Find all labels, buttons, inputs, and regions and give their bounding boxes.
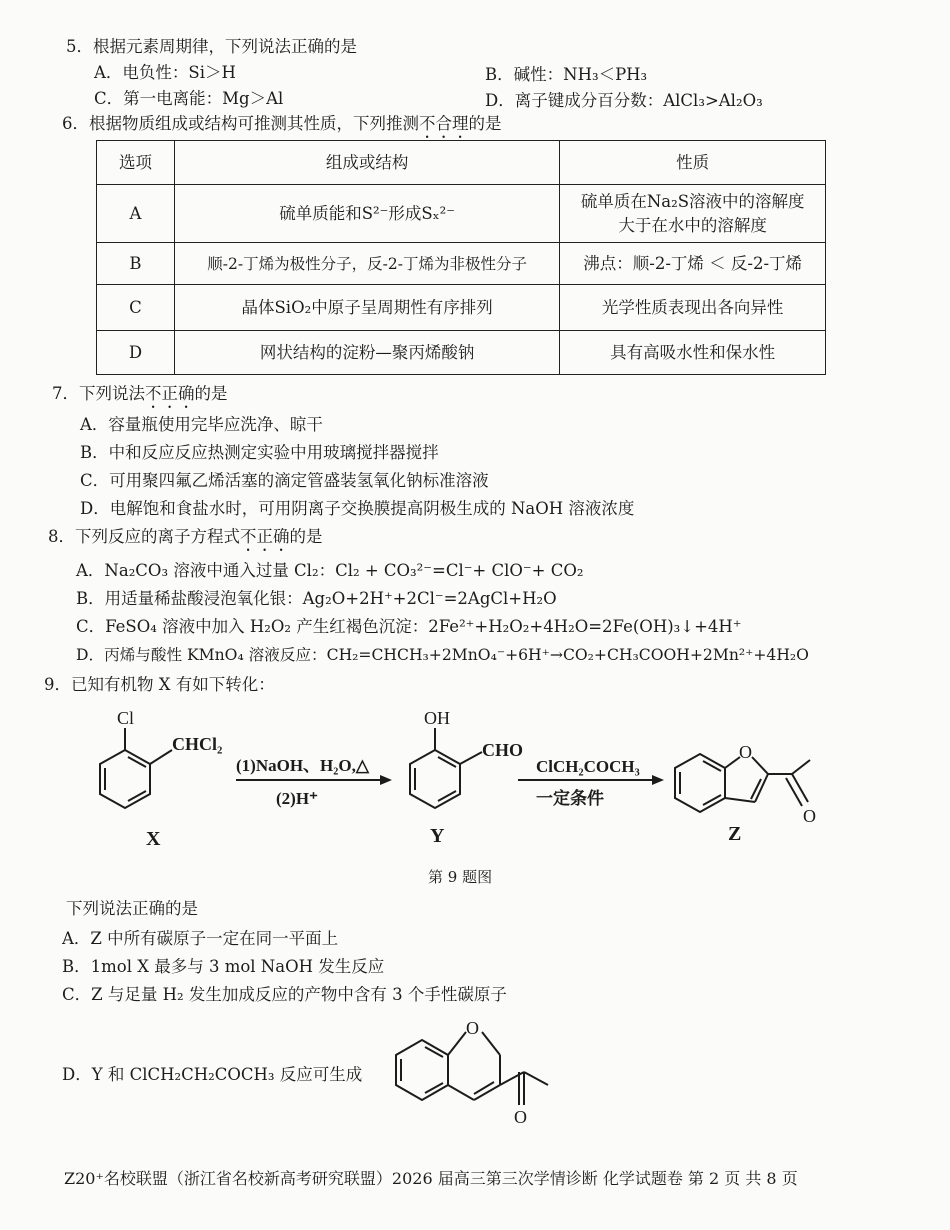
table-cell-structure: 网状结构的淀粉—聚丙烯酸钠	[174, 331, 559, 375]
q5-option-a: A．电负性：Si＞H	[94, 63, 236, 82]
compound-y-cho: CHO	[482, 740, 524, 760]
q9-option-d: D．Y 和 ClCH₂CH₂COCH₃ 反应可生成	[62, 1065, 363, 1084]
arrow-1-conditions-top: (1)NaOH、H₂O,△	[236, 756, 369, 775]
compound-z-ring-o: O	[739, 742, 752, 762]
q7-stem-pre: 7．下列说法	[52, 384, 145, 403]
q6-stem	[62, 113, 502, 142]
q9-option-a: A．Z 中所有碳原子一定在同一平面上	[62, 929, 339, 948]
option-d-carbonyl-o: O	[514, 1107, 527, 1127]
q6-stem-emphasis: 不合理	[419, 114, 469, 133]
table-cell-property: 具有高吸水性和保水性	[560, 331, 826, 375]
compound-x-cl: Cl	[117, 708, 135, 728]
reaction-arrow-1-head	[380, 775, 392, 785]
table-header: 选项	[97, 141, 175, 185]
compound-x-chcl2: CHCl₂	[172, 734, 223, 754]
q7-stem-post: 的是	[194, 384, 228, 403]
table-header: 组成或结构	[174, 141, 559, 185]
compound-y-oh: OH	[424, 708, 450, 728]
q7-option-a: A．容量瓶使用完毕应洗净、晾干	[80, 415, 323, 434]
q8-stem-pre: 8．下列反应的离子方程式	[48, 527, 240, 546]
option-d-ring-o: O	[466, 1018, 479, 1038]
table-cell-structure: 晶体SiO₂中原子呈周期性有序排列	[174, 285, 559, 331]
q6-table	[96, 140, 826, 375]
q7-stem	[52, 383, 228, 412]
table-row	[97, 243, 826, 285]
arrow-2-reagent: ClCH₂COCH₃	[536, 757, 640, 776]
table-cell-option: A	[97, 185, 175, 243]
q8-stem	[48, 526, 323, 555]
compound-y-label: Y	[430, 825, 445, 847]
table-cell-option: C	[97, 285, 175, 331]
table-cell-option: B	[97, 243, 175, 285]
q9-stem: 9．已知有机物 X 有如下转化：	[44, 675, 275, 694]
q9-option-c: C．Z 与足量 H₂ 发生加成反应的产物中含有 3 个手性碳原子	[62, 985, 507, 1004]
q8-option-b: B．用适量稀盐酸浸泡氧化银：Ag₂O+2H⁺+2Cl⁻=2AgCl+H₂O	[76, 589, 557, 608]
table-cell-property: 沸点：顺-2-丁烯 ＜ 反-2-丁烯	[560, 243, 826, 285]
reaction-arrow-2-head	[652, 775, 664, 785]
table-cell-property: 硫单质在Na₂S溶液中的溶解度大于在水中的溶解度	[560, 185, 826, 243]
q8-stem-emphasis: 不正确	[240, 527, 290, 546]
q7-option-c: C．可用聚四氟乙烯活塞的滴定管盛装氢氧化钠标准溶液	[80, 471, 489, 490]
q9-figure-caption: 第 9 题图	[428, 868, 493, 886]
q5-stem: 5．根据元素周期律，下列说法正确的是	[66, 37, 357, 56]
table-row	[97, 331, 826, 375]
compound-z-label: Z	[728, 823, 742, 845]
compound-x-label: X	[146, 828, 161, 850]
compound-y-structure	[410, 728, 482, 808]
q7-option-b: B．中和反应反应热测定实验中用玻璃搅拌器搅拌	[80, 443, 439, 462]
q8-option-c: C．FeSO₄ 溶液中加入 H₂O₂ 产生红褐色沉淀：2Fe²⁺+H₂O₂+4H₂O=2Fe(OH)₃↓+4H⁺	[76, 617, 742, 636]
q8-option-a: A．Na₂CO₃ 溶液中通入过量 Cl₂：Cl₂ + CO₃²⁻=Cl⁻+ ClO⁻+ CO₂	[76, 561, 584, 580]
q7-option-d: D．电解饱和食盐水时，可用阴离子交换膜提高阴极生成的 NaOH 溶液浓度	[80, 499, 635, 518]
arrow-1-conditions-bottom: (2)H⁺	[276, 789, 319, 808]
table-cell-structure: 硫单质能和S²⁻形成Sₓ²⁻	[174, 185, 559, 243]
table-cell-structure: 顺-2-丁烯为极性分子，反-2-丁烯为非极性分子	[174, 243, 559, 285]
table-header-row	[97, 141, 826, 185]
q9-reaction-scheme	[80, 702, 870, 862]
q9-question: 下列说法正确的是	[66, 899, 198, 918]
q6-stem-pre: 6．根据物质组成或结构可推测其性质，下列推测	[62, 114, 419, 133]
q9-option-d-structure	[392, 1010, 562, 1130]
q5-option-c: C．第一电离能：Mg＞Al	[94, 89, 284, 108]
table-header: 性质	[560, 141, 826, 185]
q5-option-d: D．离子键成分百分数：AlCl₃>Al₂O₃	[485, 91, 763, 110]
arrow-2-conditions: 一定条件	[536, 789, 604, 808]
compound-z-carbonyl-o: O	[803, 806, 816, 826]
q5-option-b: B．碱性：NH₃＜PH₃	[485, 65, 648, 84]
q8-stem-post: 的是	[289, 527, 323, 546]
q6-stem-post: 的是	[468, 114, 502, 133]
table-row	[97, 285, 826, 331]
table-cell-option: D	[97, 331, 175, 375]
compound-x-structure	[100, 728, 172, 808]
compound-z-structure	[675, 754, 810, 812]
table-cell-property: 光学性质表现出各向异性	[560, 285, 826, 331]
table-row	[97, 185, 826, 243]
q9-option-b: B．1mol X 最多与 3 mol NaOH 发生反应	[62, 957, 385, 976]
page-footer: Z20⁺名校联盟（浙江省名校新高考研究联盟）2026 届高三第三次学情诊断 化学试题卷 第 2 页 共 8 页	[64, 1169, 798, 1188]
q8-option-d: D．丙烯与酸性 KMnO₄ 溶液反应：CH₂=CHCH₃+2MnO₄⁻+6H⁺→CO₂+CH₃COOH+2Mn²⁺+4H₂O	[76, 646, 809, 664]
q7-stem-emphasis: 不正确	[145, 384, 195, 403]
